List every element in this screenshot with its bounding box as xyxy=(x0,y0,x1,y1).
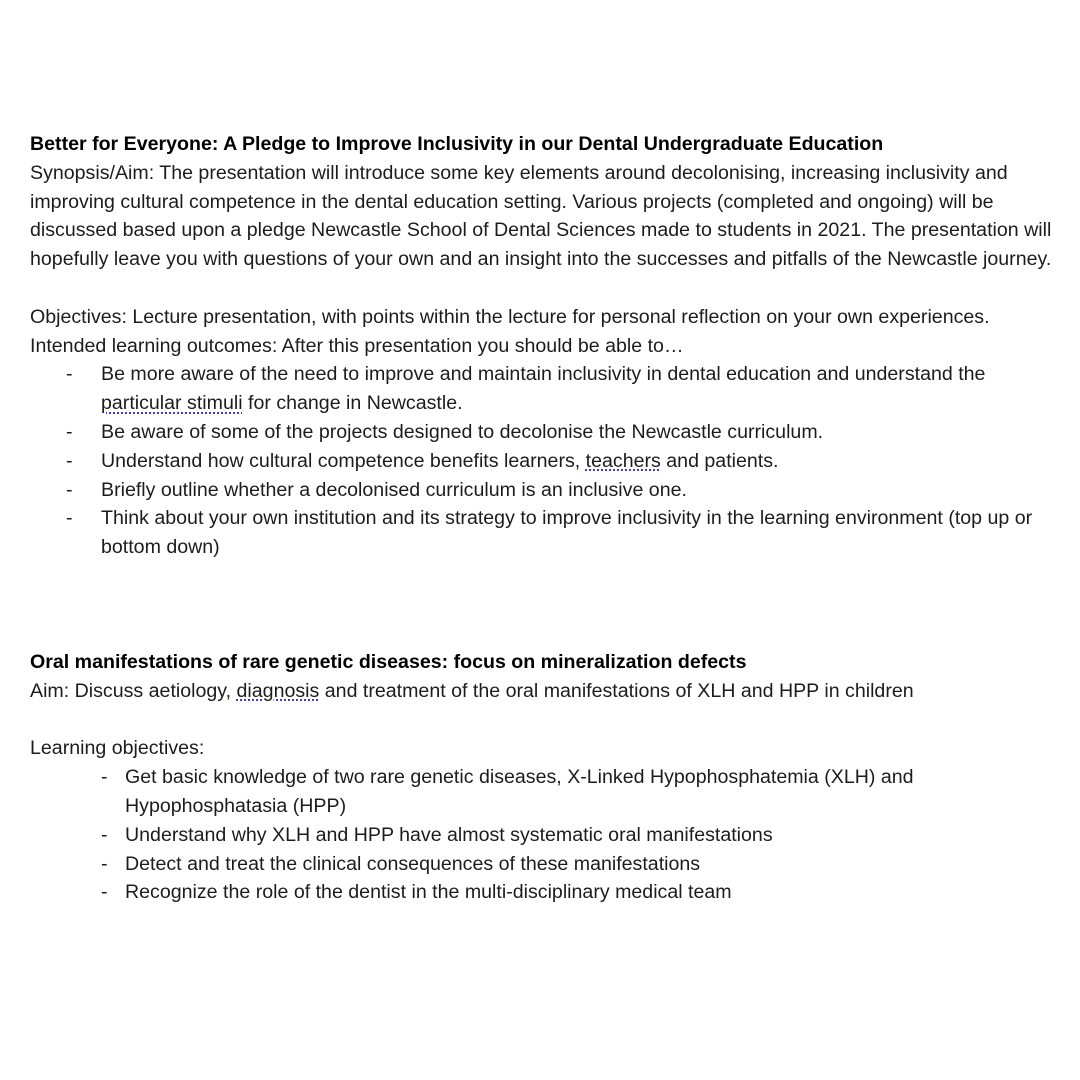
dash-bullet-icon: - xyxy=(101,852,108,875)
objectives-paragraph: Objectives: Lecture presentation, with points within the lecture for personal reflection on your own experiences. Intended learning outcomes: After this presentation you should be able to… xyxy=(30,305,990,357)
blank-line xyxy=(30,274,1070,303)
aim-paragraph: Aim: Discuss aetiology, diagnosis and treatment of the oral manifestations of XLH and HPP in children xyxy=(30,679,914,702)
list-item xyxy=(30,821,1070,850)
dash-bullet-icon: - xyxy=(66,478,73,501)
learning-objectives-list xyxy=(30,763,1070,907)
dash-bullet-icon: - xyxy=(66,363,73,386)
spellcheck-flagged-text[interactable]: particular stimuli xyxy=(101,392,243,415)
section-title: Better for Everyone: A Pledge to Improve Inclusivity in our Dental Undergraduate Education xyxy=(30,133,884,155)
synopsis-paragraph: Synopsis/Aim: The presentation will introduce some key elements around decolonising, increasing inclusivity and improving cultural competence in the dental education setting. Various projects (completed and ongoing) will be discussed based upon a pledge Newcastle School of Dental Sciences made to students in 2021. The presentation will hopefully leave you with questions of your own and an insight into the successes and pitfalls of the Newcastle journey. xyxy=(30,161,1052,271)
list-item-text: Get basic knowledge of two rare genetic diseases, X-Linked Hypophosphatemia (XLH) and Hypophosphatasia (HPP) xyxy=(125,766,914,817)
dash-bullet-icon: - xyxy=(66,449,73,472)
list-item-text: Understand how cultural competence benefits learners, teachers and patients. xyxy=(101,449,779,472)
dash-bullet-icon: - xyxy=(101,823,108,846)
section-inclusivity xyxy=(30,130,1070,562)
list-item-text: Be more aware of the need to improve and maintain inclusivity in dental education and understand the particular stimuli for change in Newcastle. xyxy=(101,363,986,415)
blank-line xyxy=(30,706,1070,735)
list-item xyxy=(30,850,1070,879)
spellcheck-flagged-text[interactable]: teachers xyxy=(585,449,661,472)
list-item-text: Recognize the role of the dentist in the multi-disciplinary medical team xyxy=(125,881,732,904)
section-spacer xyxy=(30,562,1070,648)
list-item-text: Detect and treat the clinical consequences of these manifestations xyxy=(125,852,701,875)
list-item xyxy=(30,504,1070,562)
dash-bullet-icon: - xyxy=(101,766,108,789)
learning-objectives-label: Learning objectives: xyxy=(30,737,205,760)
section-title: Oral manifestations of rare genetic diseases: focus on mineralization defects xyxy=(30,650,747,673)
list-item xyxy=(30,763,1070,821)
dash-bullet-icon: - xyxy=(101,881,108,904)
list-item xyxy=(30,418,1070,447)
section-oral-manifestations xyxy=(30,648,1070,907)
list-item xyxy=(30,878,1070,907)
list-item-text: Briefly outline whether a decolonised curriculum is an inclusive one. xyxy=(101,478,687,501)
spellcheck-flagged-text[interactable]: diagnosis xyxy=(236,679,320,702)
list-item xyxy=(30,360,1070,418)
outcomes-list xyxy=(30,360,1070,562)
document-body xyxy=(30,130,1070,907)
dash-bullet-icon: - xyxy=(66,507,73,530)
list-item-text: Understand why XLH and HPP have almost systematic oral manifestations xyxy=(125,823,773,846)
list-item-text: Be aware of some of the projects designed to decolonise the Newcastle curriculum. xyxy=(101,420,824,443)
dash-bullet-icon: - xyxy=(66,420,73,443)
list-item-text: Think about your own institution and its strategy to improve inclusivity in the learning environment (top up or bottom down) xyxy=(101,507,1033,559)
list-item xyxy=(30,476,1070,505)
list-item xyxy=(30,447,1070,476)
